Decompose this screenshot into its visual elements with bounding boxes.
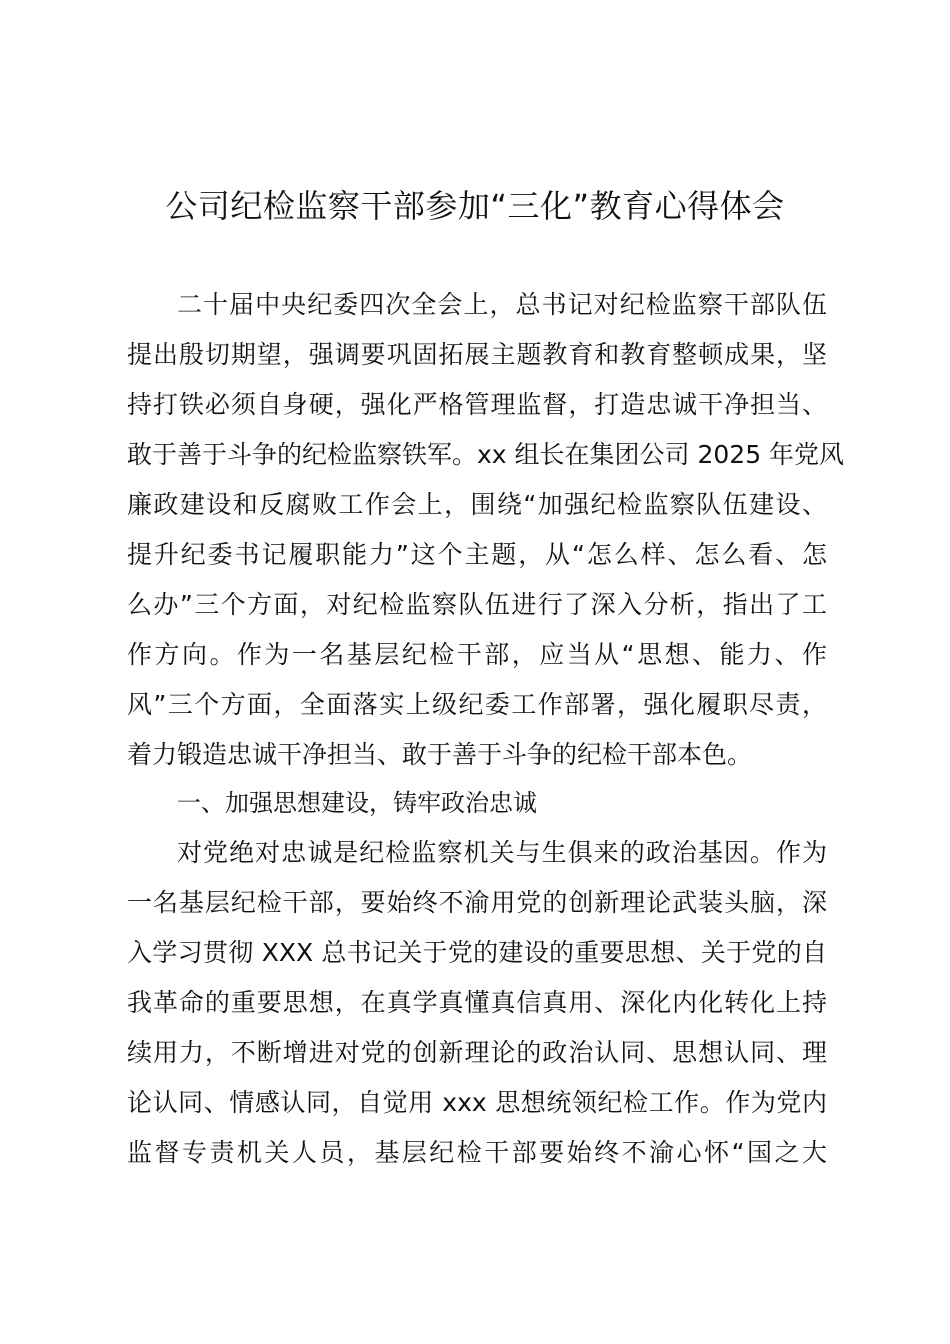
paragraph-line: 么办”三个方面，对纪检监察队伍进行了深入分析，指出了工 xyxy=(127,590,827,619)
paragraph-line: 对党绝对忠诚是纪检监察机关与生俱来的政治基因。作为 xyxy=(177,838,827,867)
paragraph-line: 提升纪委书记履职能力”这个主题，从“怎么样、怎么看、怎 xyxy=(127,540,827,569)
paragraph-line: 二十届中央纪委四次全会上，总书记对纪检监察干部队伍 xyxy=(177,290,827,319)
document-title: 公司纪检监察干部参加“三化”教育心得体会 xyxy=(165,187,785,225)
paragraph-line: 持打铁必须自身硬，强化严格管理监督，打造忠诚干净担当、 xyxy=(127,390,827,419)
section-heading: 一、加强思想建设，铸牢政治忠诚 xyxy=(177,789,537,817)
paragraph-line: 监督专责机关人员，基层纪检干部要始终不渝心怀“国之大 xyxy=(127,1138,827,1167)
paragraph-line: 入学习贯彻 XXX 总书记关于党的建设的重要思想、关于党的自 xyxy=(127,938,827,967)
paragraph-line: 我革命的重要思想，在真学真懂真信真用、深化内化转化上持 xyxy=(127,988,827,1017)
paragraph-line: 廉政建设和反腐败工作会上，围绕“加强纪检监察队伍建设、 xyxy=(127,490,827,519)
paragraph-line: 论认同、情感认同，自觉用 xxx 思想统领纪检工作。作为党内 xyxy=(127,1088,827,1117)
paragraph-line: 着力锻造忠诚干净担当、敢于善于斗争的纪检干部本色。 xyxy=(127,740,753,769)
paragraph-line: 提出殷切期望，强调要巩固拓展主题教育和教育整顿成果，坚 xyxy=(127,340,827,369)
paragraph-line: 续用力，不断增进对党的创新理论的政治认同、思想认同、理 xyxy=(127,1038,827,1067)
paragraph-line: 风”三个方面，全面落实上级纪委工作部署，强化履职尽责， xyxy=(127,690,827,719)
paragraph-line: 作方向。作为一名基层纪检干部，应当从“思想、能力、作 xyxy=(127,640,827,669)
paragraph-line: 一名基层纪检干部，要始终不渝用党的创新理论武装头脑，深 xyxy=(127,888,827,917)
paragraph-line: 敢于善于斗争的纪检监察铁军。xx 组长在集团公司 2025 年党风 xyxy=(127,440,845,469)
